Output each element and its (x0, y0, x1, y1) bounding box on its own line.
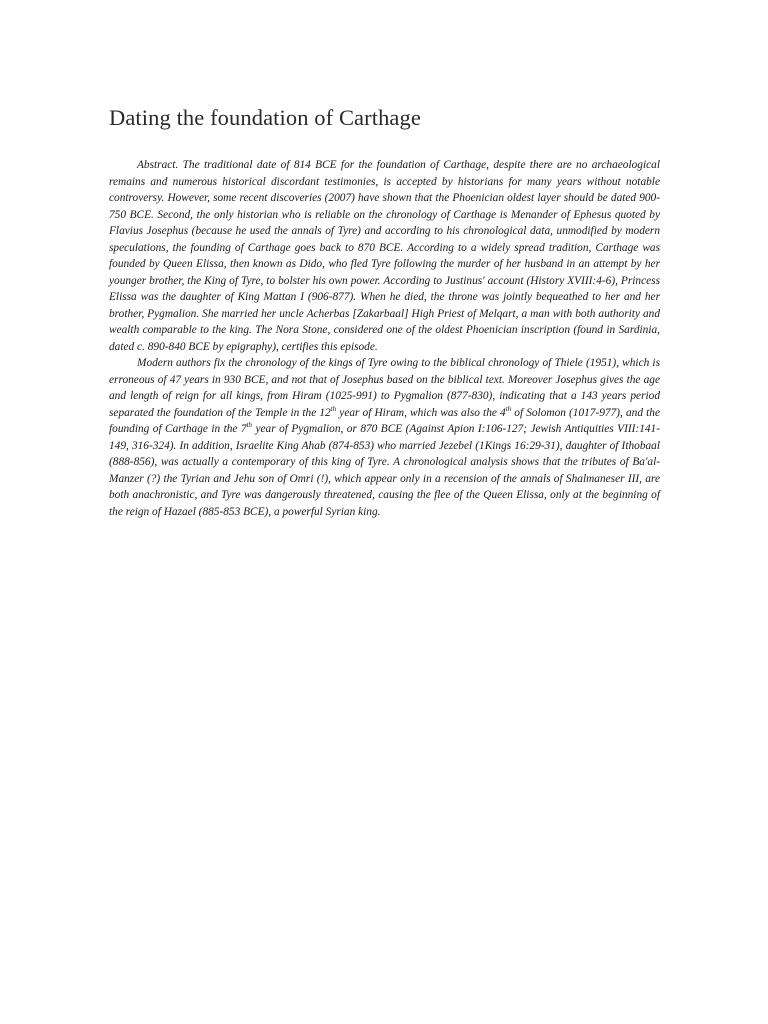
body-text-part: year of Hiram, which was also the 4 (336, 406, 506, 419)
body-text-part: year of Pygmalion, or 870 BCE (Against Apion I:106-127; Jewish Antiquities VIII:141-149, 316-324). In addition, Israelite King Ahab (874-853) who married Jezebel (1Kings 16:29-31), daughter of Ithobaal (888-856), was actually a contemporary of this king of Tyre. A chronological analysis shows that the tributes of Ba'al-Manzer (?) the Tyrian and Jehu son of Omri (!), which appear only in a recension of the annals of Shalmaneser III, are both anachronistic, and Tyre was dangerously threatened, causing the flee of the Queen Elissa, only at the beginning of the reign of Hazael (885-853 BCE), a powerful Syrian king. (109, 423, 660, 518)
ordinal-suffix: th (246, 421, 253, 430)
ordinal-suffix: th (505, 404, 512, 413)
body-text-part: Modern authors fix the chronology of the kings of Tyre owing to the biblical chronology of Thiele (1951), which is erroneous of 47 years in 930 BCE, and not that of Josephus based on the biblical text. Moreover Josephus gives the age and length of reign for all kings, from Hiram (1025-991) to Pygmalion (877-830), indicating that a 143 years period separated the foundation of the Temple in the 12 (109, 357, 660, 419)
body-text-part: of Solomon (1017-977), and the founding of Carthage in the 7 (109, 406, 660, 435)
ordinal-suffix: th (330, 404, 337, 413)
document-title: Dating the foundation of Carthage (109, 105, 421, 130)
abstract-paragraph: Abstract. The traditional date of 814 BCE for the foundation of Carthage, despite there are no archaeological remains and numerous historical discordant testimonies, is accepted by historians for many years without notable controversy. However, some recent discoveries (2007) have shown that the Phoenician oldest layer should be dated 900-750 BCE. Second, the only historian who is reliable on the chronology of Carthage is Menander of Ephesus quoted by Flavius Josephus (because he used the annals of Tyre) and according to his chronological data, unmodified by modern speculations, the founding of Carthage goes back to 870 BCE. According to a widely spread tradition, Carthage was founded by Queen Elissa, then known as Dido, who fled Tyre following the murder of her husband in an attempt by her younger brother, the King of Tyre, to bolster his own power. According to Justinus' account (History XVIII:4-6), Princess Elissa was the daughter of King Mattan I (906-877). When he died, the throne was jointly bequeathed to her and her brother, Pygmalion. She married her uncle Acherbas [Zakarbaal] High Priest of Melqart, a man with both authority and wealth comparable to the king. The Nora Stone, considered one of the oldest Phoenician inscription (found in Sardinia, dated c. 890-840 BCE by epigraphy), certifies this episode. (109, 159, 660, 353)
body-paragraph (109, 355, 660, 520)
document-page (109, 104, 660, 520)
